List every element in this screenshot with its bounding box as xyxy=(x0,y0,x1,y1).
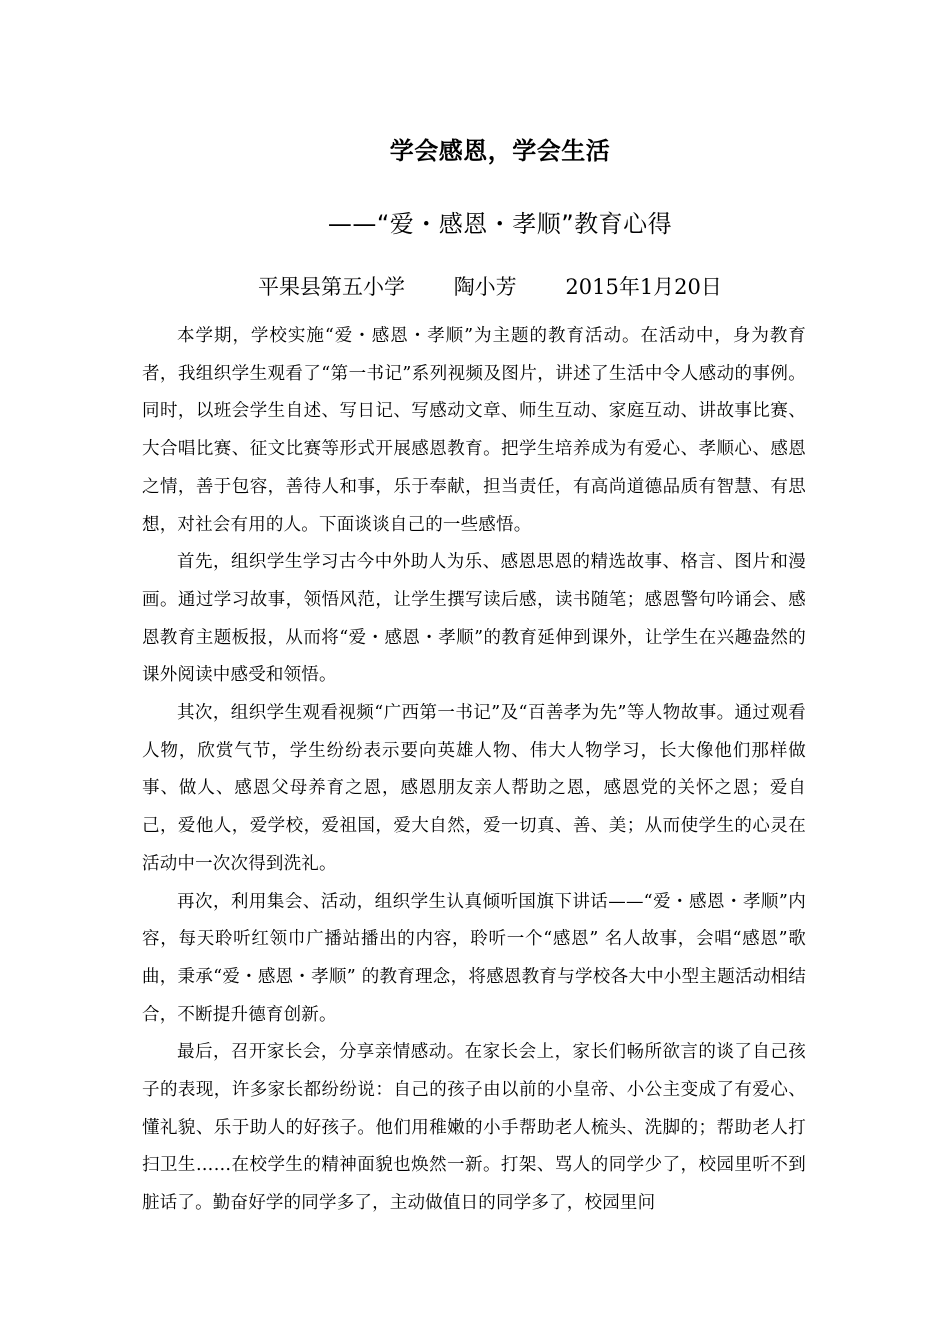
document-body xyxy=(142,318,806,1223)
document-subtitle: ——“爱・感恩・孝顺”教育心得 xyxy=(327,210,673,238)
paragraph-second: 其次，组织学生观看视频“广西第一书记”及“百善孝为先”等人物故事。通过观看人物，欣赏气节，学生纷纷表示要向英雄人物、伟大人物学习，长大像他们那样做事、做人、感恩父母养育之恩，感恩朋友亲人帮助之恩，感恩党的关怀之恩；爱自己，爱他人，爱学校，爱祖国，爱大自然，爱一切真、善、美；从而使学生的心灵在活动中一次次得到洗礼。 xyxy=(142,703,806,874)
byline-author: 陶小芳 xyxy=(453,275,517,299)
paragraph-first: 首先，组织学生学习古今中外助人为乐、感恩思恩的精选故事、格言、图片和漫画。通过学习故事，领悟风范，让学生撰写读后感，读书随笔；感恩警句吟诵会、感恩教育主题板报，从而将“爱・感恩・孝顺”的教育延伸到课外，让学生在兴趣盎然的课外阅读中感受和领悟。 xyxy=(142,552,806,686)
paragraph-intro: 本学期，学校实施“爱・感恩・孝顺”为主题的教育活动。在活动中，身为教育者，我组织学生观看了“第一书记”系列视频及图片，讲述了生活中令人感动的事例。同时，以班会学生自述、写日记、写感动文章、师生互动、家庭互动、讲故事比赛、大合唱比赛、征文比赛等形式开展感恩教育。把学生培养成为有爱心、孝顺心、感恩之情，善于包容，善待人和事，乐于奉献，担当责任，有高尚道德品质有智慧、有思想，对社会有用的人。下面谈谈自己的一些感悟。 xyxy=(142,326,806,535)
byline-date: 2015年1月20日 xyxy=(565,275,722,299)
paragraph-third: 再次，利用集会、活动，组织学生认真倾听国旗下讲话——“爱・感恩・孝顺”内容，每天聆听红领巾广播站播出的内容，聆听一个“感恩” 名人故事，会唱“感恩”歌曲，秉承“爱・感恩・孝顺” 的教育理念，将感恩教育与学校各大中小型主题活动相结合，不断提升德育创新。 xyxy=(142,891,806,1025)
document-title: 学会感恩，学会生活 xyxy=(389,137,611,165)
byline-school: 平果县第五小学 xyxy=(258,275,405,299)
byline xyxy=(258,271,722,303)
paragraph-last: 最后，召开家长会，分享亲情感动。在家长会上，家长们畅所欲言的谈了自己孩子的表现，许多家长都纷纷说：自己的孩子由以前的小皇帝、小公主变成了有爱心、懂礼貌、乐于助人的好孩子。他们用稚嫩的小手帮助老人梳头、洗脚的；帮助老人打扫卫生……在校学生的精神面貌也焕然一新。打架、骂人的同学少了，校园里听不到脏话了。勤奋好学的同学多了，主动做值日的同学多了，校园里问 xyxy=(142,1042,806,1214)
